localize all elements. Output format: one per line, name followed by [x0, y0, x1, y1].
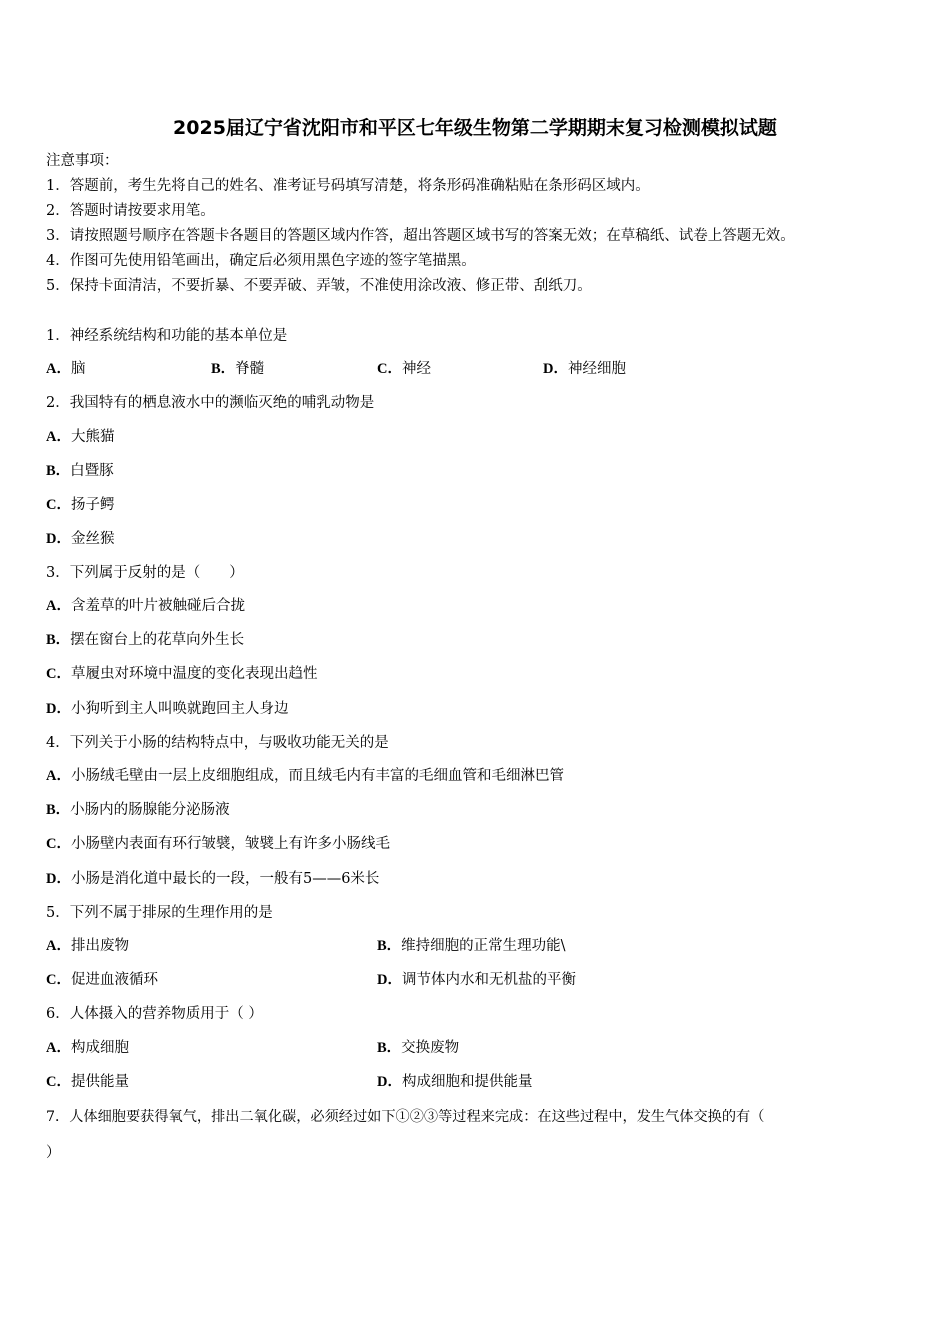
- option-c: C．神经: [377, 361, 431, 377]
- note-item: 1．答题前，考生先将自己的姓名、准考证号码填写清楚，将条形码准确粘贴在条形码区域内。: [46, 178, 650, 194]
- option-a: A．大熊猫: [46, 429, 115, 445]
- option-a: A．脑: [46, 361, 86, 377]
- option-a: A．小肠绒毛壁由一层上皮细胞组成，而且绒毛内有丰富的毛细血管和毛细淋巴管: [46, 768, 564, 784]
- question-stem: 7．人体细胞要获得氧气，排出二氧化碳，必须经过如下①②③等过程来完成：在这些过程中，发生气体交换的有（: [46, 1109, 765, 1125]
- note-item: 2．答题时请按要求用笔。: [46, 203, 215, 219]
- question-stem: 4．下列关于小肠的结构特点中，与吸收功能无关的是: [46, 735, 389, 751]
- option-b: B．小肠内的肠腺能分泌肠液: [46, 802, 230, 818]
- question-stem: 6．人体摄入的营养物质用于（ ）: [46, 1006, 263, 1022]
- option-c: C．扬子鳄: [46, 497, 115, 513]
- option-a: A．含羞草的叶片被触碰后合拢: [46, 598, 245, 614]
- note-item: 3．请按照题号顺序在答题卡各题目的答题区域内作答，超出答题区域书写的答案无效；在草稿纸、试卷上答题无效。: [46, 228, 795, 244]
- notes-heading: 注意事项：: [46, 153, 119, 169]
- option-a: A．排出废物: [46, 938, 129, 954]
- option-d: D．调节体内水和无机盐的平衡: [377, 972, 576, 988]
- option-c: C．促进血液循环: [46, 972, 158, 988]
- option-b: B．维持细胞的正常生理功能\: [377, 938, 566, 954]
- option-c: C．提供能量: [46, 1074, 129, 1090]
- option-b: B．脊髓: [211, 361, 265, 377]
- question-stem: 1．神经系统结构和功能的基本单位是: [46, 328, 288, 344]
- option-d: D．构成细胞和提供能量: [377, 1074, 533, 1090]
- question-stem: 2．我国特有的栖息液水中的濒临灭绝的哺乳动物是: [46, 395, 375, 411]
- option-c: C．草履虫对环境中温度的变化表现出趋性: [46, 666, 318, 682]
- option-a: A．构成细胞: [46, 1040, 129, 1056]
- question-stem-continuation: ）: [46, 1145, 61, 1161]
- exam-title: 2025届辽宁省沈阳市和平区七年级生物第二学期期末复习检测模拟试题: [173, 117, 777, 139]
- note-item: 5．保持卡面清洁，不要折暴、不要弄破、弄皱，不准使用涂改液、修正带、刮纸刀。: [46, 278, 592, 294]
- option-d: D．神经细胞: [543, 361, 626, 377]
- question-stem: 5．下列不属于排尿的生理作用的是: [46, 905, 273, 921]
- option-b: B．摆在窗台上的花草向外生长: [46, 632, 245, 648]
- option-b: B．交换废物: [377, 1040, 460, 1056]
- option-d: D．小肠是消化道中最长的一段，一般有5——6米长: [46, 871, 380, 887]
- question-stem: 3．下列属于反射的是（ ）: [46, 565, 244, 581]
- option-d: D．小狗听到主人叫唤就跑回主人身边: [46, 701, 289, 717]
- option-b: B．白暨豚: [46, 463, 114, 479]
- note-item: 4．作图可先使用铅笔画出，确定后必须用黑色字迹的签字笔描黑。: [46, 253, 476, 269]
- option-d: D．金丝猴: [46, 531, 115, 547]
- option-c: C．小肠壁内表面有环行皱襞，皱襞上有许多小肠线毛: [46, 836, 390, 852]
